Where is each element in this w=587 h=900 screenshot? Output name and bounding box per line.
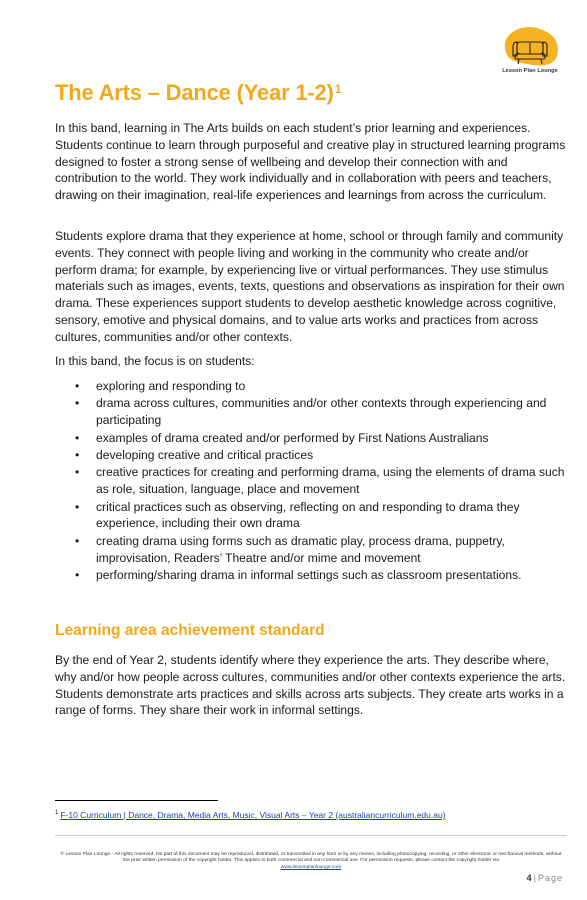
page-number-value: 4 bbox=[526, 873, 532, 883]
list-item-text: drama across cultures, communities and/or other contexts through experiencing and participating bbox=[96, 396, 547, 428]
list-item-text: performing/sharing drama in informal settings such as classroom presentations. bbox=[96, 567, 522, 582]
footer-divider bbox=[55, 835, 567, 836]
drama-paragraph: Students explore drama that they experience at home, school or through family and community events. They connect with people living and working in the community who create and/or perform drama; for example, by experiencing live or virtual performances. They use stimulus materials such as images, events, texts, questions and observations as inspiration for their own drama. These experiences support students to develop aesthetic knowledge across cognitive, sensory, emotive and physical domains, and to value arts works and practices from across cultures, communities and/or other contexts. bbox=[55, 229, 565, 344]
bullet-icon: • bbox=[75, 465, 80, 480]
footnote bbox=[55, 810, 446, 820]
bullet-icon: • bbox=[75, 430, 80, 445]
list-item bbox=[55, 430, 567, 447]
page-label: Page bbox=[537, 873, 563, 883]
footnote-divider bbox=[55, 800, 218, 801]
list-item bbox=[55, 499, 567, 533]
focus-list bbox=[55, 378, 567, 584]
section-heading: Learning area achievement standard bbox=[55, 622, 325, 639]
list-item bbox=[55, 378, 567, 395]
bullet-icon: • bbox=[75, 447, 80, 462]
bullet-icon: • bbox=[75, 533, 80, 548]
list-item-text: creative practices for creating and performing drama, using the elements of drama such as role, situation, language, place and movement bbox=[96, 465, 565, 497]
list-item bbox=[55, 447, 567, 464]
list-item bbox=[55, 464, 567, 498]
copyright-notice bbox=[58, 852, 564, 871]
website-link[interactable]: www.lessonplanlounge.com bbox=[280, 864, 342, 870]
list-item-text: developing creative and critical practices bbox=[96, 447, 314, 462]
footnote-number: 1 bbox=[55, 810, 59, 816]
list-item bbox=[55, 567, 567, 584]
copyright-text: © Lesson Plan Lounge - All rights reserved. No part of this document may be reproduced, distributed, or transmitted in any form or by any means, including photocopying, recording, or other electronic or mechanical methods, without the prior written permission of the copyright holder. This applies to both commercial and non-commercial use. For permission requests, please contact the copyright holder via bbox=[60, 852, 562, 864]
list-item-text: creating drama using forms such as dramatic play, process drama, puppetry, improvisation, Readers’ Theatre and/or mime and movement bbox=[96, 533, 505, 565]
page-separator: | bbox=[533, 873, 536, 883]
focus-intro: In this band, the focus is on students: bbox=[55, 354, 255, 368]
bullet-icon: • bbox=[75, 396, 80, 411]
list-item bbox=[55, 395, 567, 429]
page-title bbox=[55, 80, 341, 106]
list-item-text: examples of drama created and/or performed by First Nations Australians bbox=[96, 430, 489, 445]
list-item-text: critical practices such as observing, reflecting on and responding to drama they experience, including their own drama bbox=[96, 499, 520, 531]
logo-text: Lesson Plan Lounge bbox=[502, 68, 558, 74]
bullet-icon: • bbox=[75, 499, 80, 514]
bullet-icon: • bbox=[75, 379, 80, 393]
footnote-link[interactable]: F-10 Curriculum | Dance, Drama, Media Arts, Music, Visual Arts – Year 2 (australiancurriculum.edu.au) bbox=[60, 810, 446, 820]
list-item bbox=[55, 533, 567, 567]
page-number bbox=[527, 873, 563, 883]
intro-paragraph: In this band, learning in The Arts builds on each student’s prior learning and experiences. Students continue to learn through purposeful and creative play in structured learning programs designed to foster a strong sense of wellbeing and develop their connection with and contribution to the world. They work individually and in collaboration with peers and teachers, drawing on their imagination, real-life experiences and learnings from across the curriculum. bbox=[55, 121, 566, 203]
bullet-icon: • bbox=[75, 567, 80, 582]
page-title-text: The Arts – Dance (Year 1-2) bbox=[55, 80, 334, 105]
title-footnote-ref[interactable]: 1 bbox=[334, 82, 342, 96]
achievement-standard-paragraph: By the end of Year 2, students identify where they experience the arts. They describe where, why and/or how people across cultures, communities and/or other contexts experience the arts. Students demonstrate arts practices and skills across arts subjects. They create arts works in a range of forms. They share their work in informal settings. bbox=[55, 653, 566, 718]
list-item-text: exploring and responding to bbox=[96, 379, 246, 393]
